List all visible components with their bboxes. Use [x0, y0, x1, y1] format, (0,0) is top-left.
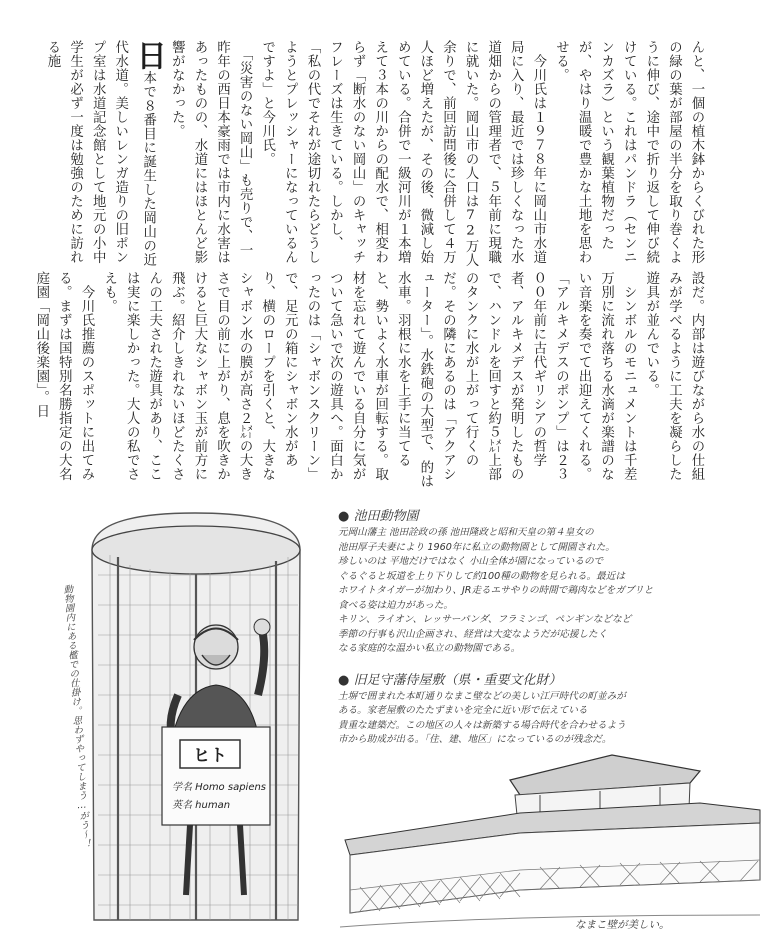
note-line: 元岡山藩主 池田詮政の孫 池田隆政と昭和天皇の第４皇女の [338, 527, 594, 538]
sign-main-text: ヒト [193, 746, 227, 766]
note-line: 貴重な建築だ。この地区の人々は新築する場合時代を合わせるよう [338, 719, 626, 731]
note-line: なる家庭的な温かい私立の動物園である。 [338, 643, 521, 654]
note-line: 市から助成が出る。「住、建、地区」になっているのが残念だ。 [338, 734, 612, 745]
note-line: ぐるぐると坂道を上り下りして約100種の動物を見られる。最近は [338, 570, 625, 582]
note-line: 池田厚子夫妻により 1960年に私立の動物園として開園された。 [338, 541, 615, 553]
cage-drawing [92, 513, 300, 920]
note-line: 食べる姿は迫力があった。 [338, 599, 454, 611]
article-top-text: んと、一個の植木鉢からくびれた形の緑の葉が部屋の半分を取り巻くように伸び、途中で折り返して伸び続けている。これはパンドラ（センニンカズラ）という観葉植物だったが、やはり温暖で豊かな土地を思わせる。 今川氏は１９７８年に岡山市水道局に入り、最近では珍しくなった水道畑からの管理者で、５年前に現職に就いた。岡山市の人口は72万人余りで、前回訪問後に合併して４万人ほど増えたが、その後、微減し始めている。合併で一級河川が１本増えて３本の川からの配水で、相変わらず「断水のない岡山」のキャッチフレーズは生きている。しかし、「私の代でそれが途切れたらどうしようとプレッシャーになっているんですよ」と今川氏。 「災害のない岡山」も売りで、一昨年の西日本豪雨では市内に水害はあったものの、水道にはほとんど影響がなかった。 [169, 40, 704, 268]
drop-cap: 日 [130, 40, 166, 71]
note-line: 土塀で囲まれた本町通りなまこ壁などの美しい江戸時代の町並みが [338, 690, 626, 702]
note-line: キリン、ライオン、レッサーパンダ、フラミンゴ、ペンギンなどなど [338, 614, 632, 625]
note-ashimori-samurai-house [338, 669, 758, 748]
sign-scientific-name: 学名 Homo sapiens [172, 782, 267, 793]
note-ikeda-zoo-title: ● 池田動物園 [338, 509, 419, 524]
sign-english-name: 英名 human [172, 800, 231, 811]
note-line: ホワイトタイガーが加わり、JR走るエサやりの時間で鶏肉などをガブリと [338, 585, 654, 596]
article-bottom-text: 設だ。内部は遊びながら水の仕組みが学べるように工夫を凝らした遊具が並んでいる。 シンボルのモニュメントは千差万別に流れ落ちる水滴が楽譜のない音楽を奏でて出迎えてくれる。「アルキメデスのポンプ」は２３００年前に古代ギリシアの哲学者、アルキメデスが発明したもので、ハンドルを回すと約５㍍上部のタンクに水が上がって行くのだ。その隣にあるのは「アクアシューター」。水鉄砲の大型で、的は水車。羽根に水を上手に当てると、勢いよく水車が回転する。取材を忘れて遊んでいる自分に気がついて急いで次の遊具へ。面白かったのは「シャボンスクリーン」で、足元の箱にシャボン水があり、横のロープを引くと、大きなシャボン水の膜が高さ２㍍の大きさで目の前に上がり、息を吹きかけると巨大なシャボン玉が前方に飛ぶ。紹介しきれないほどたくさんの工夫された遊具があり、ここは実に楽しかった。大人の私でさえも。 今川氏推薦のスポットに出てみる。まずは国特別名勝指定の大名庭園「岡山後楽園」。日 [33, 271, 704, 489]
article-top-block [44, 40, 707, 268]
note-ikeda-zoo [338, 505, 758, 657]
note-line: ある。家老屋敷のたたずまいを完全に近い形で伝えている [338, 705, 588, 716]
article-bottom-block [33, 271, 707, 491]
samurai-house-drawing [340, 755, 760, 927]
note-line: 珍しいのは 平地だけではなく 小山全体が園になっているので [338, 556, 604, 567]
article-top-continuation: 本で８番目に誕生した岡山の近代水道。美しいレンガ造りの旧ポンプ室は水道記念館として地元の小中学生が必ず一度は勉強のために訪れる施 [44, 40, 156, 267]
cage-side-note: 動物園内にある檻での仕掛け。思わずやってしまう…がう〜！ [60, 584, 91, 849]
note-line: 季節の行事も沢山企画され、経営は大変なようだが応援したく [338, 628, 608, 640]
sketch-caption: なまこ壁が美しい。 [575, 919, 670, 931]
handwritten-notes [338, 505, 758, 748]
note-ashimori-title: ● 旧足守藩侍屋敷（県・重要文化財） [338, 672, 562, 688]
